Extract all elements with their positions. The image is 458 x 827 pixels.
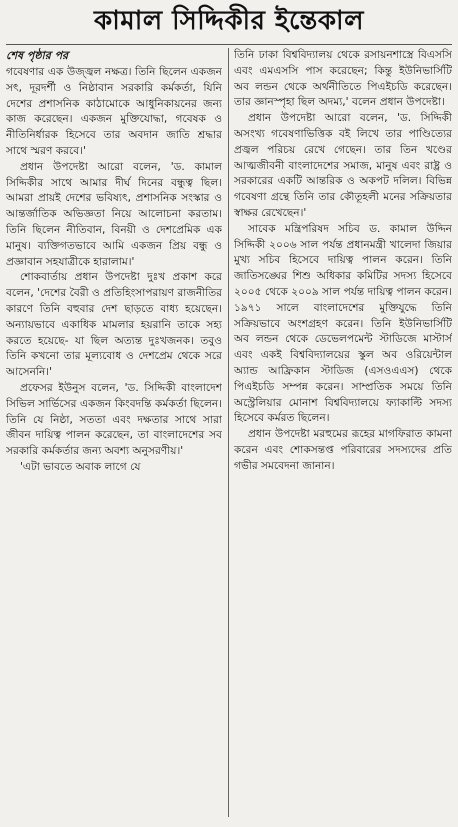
headline-rule [6, 44, 452, 45]
paragraph: শোকবার্তায় প্রধান উপদেষ্টা দুঃখ প্রকাশ করে বলেন, 'দেশের বৈরী ও প্রতিহিংসাপরায়ণ রাজনীতির কারণে তিনি বহুবার দেশ ছাড়তে বাধ্য হয়েছেন। অন্যায়ভাবে একাধিক মামলার হয়রানি তাকে সহ্য করতে হয়েছে- যা ছিল অত্যন্ত দুঃখজনক। তবুও তিনি কখনো তার মূল্যবোধ ও দেশপ্রেম থেকে সরে আসেননি।' [6, 271, 222, 379]
paragraph: প্রধান উপদেষ্টা আরো বলেন, 'ড. সিদ্দিকী অসংখ্য গবেষণাভিত্তিক বই লিখে তার পাণ্ডিত্যের প্রজ্বল পরিচয় রেখে গেছেন। তার তিন খণ্ডের আত্মজীবনী বাংলাদেশের সমাজ, মানুষ এবং রাষ্ট্র ও সরকারের একটি আন্তরিক ও অকপট দলিল। বিভিন্ন গবেষণা গ্রন্থে তিনি তার কৌতূহলী মনের সক্রিয়তার স্বাক্ষর রেখেছেন।' [234, 112, 452, 219]
article-column-right [234, 48, 452, 816]
paragraph: সাবেক মন্ত্রিপরিষদ সচিব ড. কামাল উদ্দিন সিদ্দিকী ২০০৬ সাল পর্যন্ত প্রধানমন্ত্রী খালেদা জিয়ার মুখ্য সচিব হিসেবে দায়িত্ব পালন করেন। তিনি জাতিসঙ্ঘের শিশু অধিকার কমিটির সদস্য হিসেবে ২০০৫ থেকে ২০০৯ সাল পর্যন্ত দায়িত্ব পালন করেন। ১৯৭১ সালে বাংলাদেশের মুক্তিযুদ্ধে তিনি সক্রিয়ভাবে অংশগ্রহণ করেন। তিনি ইউনিভার্সিটি অব লন্ডন থেকে ডেভেলপমেন্ট স্টাডিজে মাস্টার্স এবং একই বিশ্ববিদ্যালয়ের স্কুল অব ওরিয়েন্টাল অ্যান্ড আফ্রিকান স্টাডিজ (এসওএএস) থেকে পিএইচডি সম্পন্ন করেন। সাম্প্রতিক সময়ে তিনি অস্ট্রেলিয়ার মোনাশ বিশ্ববিদ্যালয়ে ফ্যাকাল্টি সদস্য হিসেবে কর্মরত ছিলেন। [234, 222, 452, 425]
paragraph: তিনি ঢাকা বিশ্ববিদ্যালয় থেকে রসায়নশাস্ত্রে বিএসসি এবং এমএসসি পাস করেছেন; কিন্তু ইউনিভার্সিটি অব লন্ডন থেকে অর্থনীতিতে পিএইচডি করেছেন। তার জ্ঞানস্পৃহা ছিল অদম্য,' বলেন প্রধান উপদেষ্টা। [234, 49, 452, 109]
paragraph: প্রধান উপদেষ্টা মরহুমের রূহের মাগফিরাত কামনা করেন এবং শোকসন্তপ্ত পরিবারের সদস্যদের প্রতি গভীর সমবেদনা জানান। [234, 428, 452, 472]
continuation-kicker: শেষ পৃষ্ঠার পর [6, 49, 69, 62]
paragraph: প্রফেসর ইউনুস বলেন, 'ড. সিদ্দিকী বাংলাদেশ সিভিল সার্ভিসের একজন কিংবদন্তি কর্মকর্তা ছিলেন। তিনি যে নিষ্ঠা, সততা এবং দক্ষতার সাথে সারা জীবন দায়িত্ব পালন করেছেন, তা বাংলাদেশের সব সরকারি কর্মকর্তার জন্য অবশ্য অনুসরণীয়।' [6, 381, 222, 458]
headline: কামাল সিদ্দিকীর ইন্তেকাল [94, 6, 364, 36]
column-divider [228, 48, 229, 817]
paragraph: 'এটা ভাবতে অবাক লাগে যে [20, 460, 141, 473]
paragraph: প্রধান উপদেষ্টা আরো বলেন, 'ড. কামাল সিদ্দিকীর সাথে আমার দীর্ঘ দিনের বন্ধুত্ব ছিল। আমরা প্রায়ই দেশের ভবিষ্যৎ, প্রশাসনিক সংস্কার ও আন্তর্জাতিক অভিজ্ঞতা নিয়ে আলোচনা করতাম। তিনি ছিলেন নীতিবান, বিনয়ী ও দেশপ্রেমিক এক মানুষ। ব্যক্তিগতভাবে আমি একজন প্রিয় বন্ধু ও প্রজ্ঞাবান সহযাত্রীকে হারালাম।' [6, 160, 222, 268]
article-column-left [6, 48, 222, 816]
paragraph: গবেষণার এক উজ্জ্বল নক্ষত্র। তিনি ছিলেন একজন সৎ, দূরদর্শী ও নিষ্ঠাবান সরকারি কর্মকর্তা, যিনি দেশের প্রশাসনিক কাঠামোকে আধুনিকায়নের জন্য কাজ করেছেন। একজন মুক্তিযোদ্ধা, গবেষক ও নীতিনির্ধারক হিসেবে তার অবদান জাতি শ্রদ্ধার সাথে স্মরণ করবে।' [6, 66, 222, 157]
